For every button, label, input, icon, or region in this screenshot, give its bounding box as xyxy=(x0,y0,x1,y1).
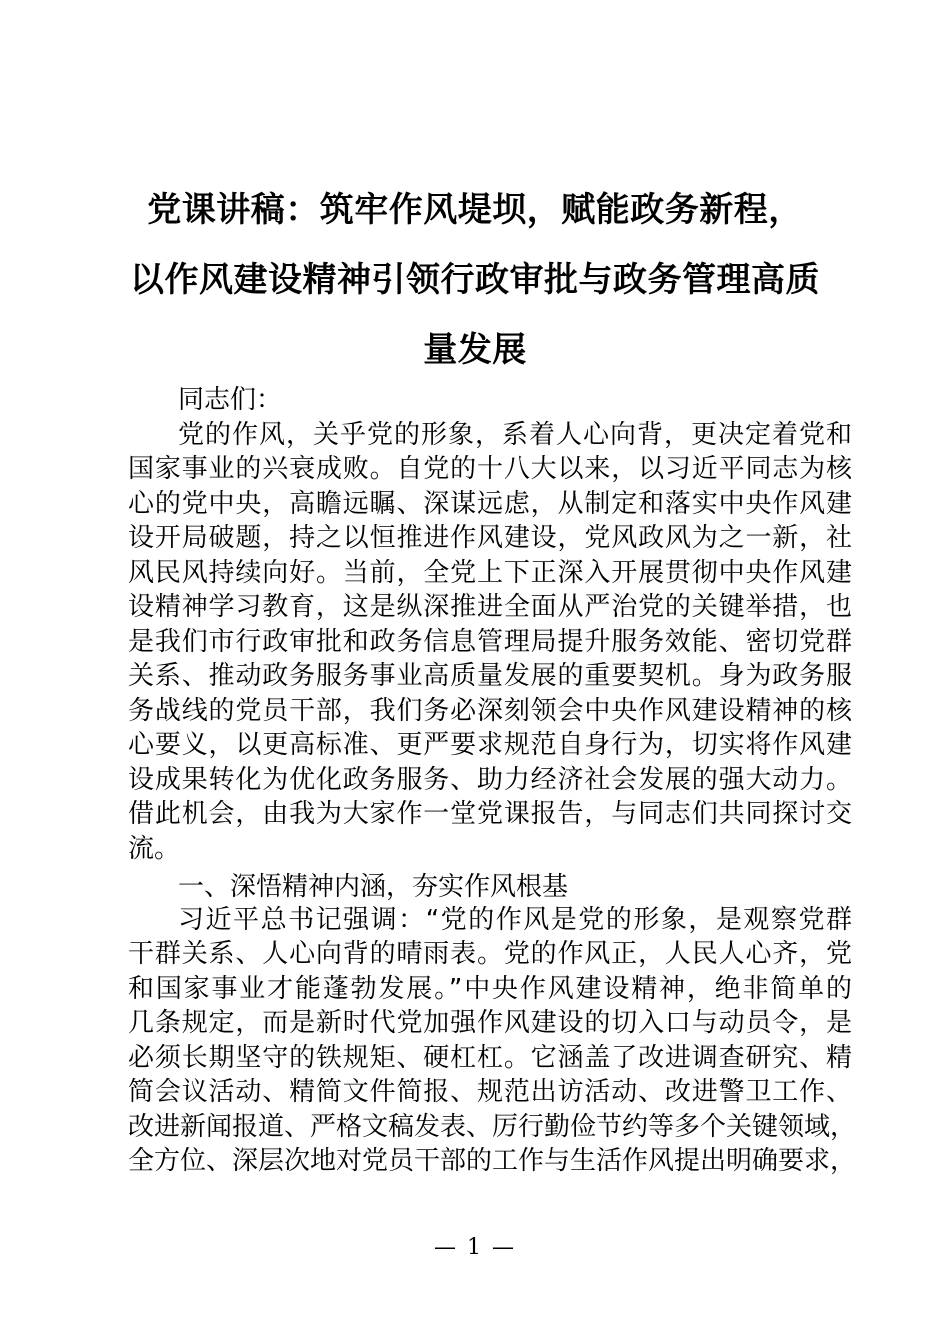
paragraph-1-line: 心的党中央，高瞻远瞩、深谋远虑，从制定和落实中央作风建 xyxy=(128,489,852,519)
document-title-line-3: 量发展 xyxy=(423,330,527,370)
section-1-heading: 一、深悟精神内涵，夯实作风根基 xyxy=(178,872,569,902)
paragraph-2-line: 全方位、深层次地对党员干部的工作与生活作风提出明确要求， xyxy=(128,1146,857,1176)
paragraph-1-line: 风民风持续向好。当前，全党上下正深入开展贯彻中央作风建 xyxy=(128,558,852,588)
document-title-line-2: 以作风建设精神引领行政审批与政务管理高质 xyxy=(130,260,820,300)
paragraph-1-line: 设成果转化为优化政务服务、助力经济社会发展的强大动力。 xyxy=(128,765,852,795)
paragraph-1-line: 务战线的党员干部，我们务必深刻领会中央作风建设精神的核 xyxy=(128,696,852,726)
paragraph-1-line: 流。 xyxy=(128,834,181,864)
paragraph-2-line: 习近平总书记强调：“党的作风是党的形象，是观察党群 xyxy=(178,905,852,935)
paragraph-1-line: 设精神学习教育，这是纵深推进全面从严治党的关键举措，也 xyxy=(128,592,852,622)
paragraph-2-line: 必须长期坚守的铁规矩、硬杠杠。它涵盖了改进调查研究、精 xyxy=(128,1043,852,1073)
paragraph-2-line: 几条规定，而是新时代党加强作风建设的切入口与动员令，是 xyxy=(128,1008,852,1038)
paragraph-2-line: 简会议活动、精简文件简报、规范出访活动、改进警卫工作、 xyxy=(128,1077,852,1107)
document-title-line-1: 党课讲稿：筑牢作风堤坝，赋能政务新程， xyxy=(147,190,803,230)
paragraph-2-line: 干群关系、人心向背的晴雨表。党的作风正，人民人心齐，党 xyxy=(128,939,852,969)
paragraph-1-line: 关系、推动政务服务事业高质量发展的重要契机。身为政务服 xyxy=(128,661,852,691)
page-number: — 1 — xyxy=(434,1235,516,1260)
paragraph-1-line: 借此机会，由我为大家作一堂党课报告，与同志们共同探讨交 xyxy=(128,799,852,829)
salutation: 同志们： xyxy=(178,385,283,415)
paragraph-1-line: 设开局破题，持之以恒推进作风建设，党风政风为之一新，社 xyxy=(128,523,852,553)
paragraph-2-line: 改进新闻报道、严格文稿发表、厉行勤俭节约等多个关键领域， xyxy=(128,1112,857,1142)
paragraph-2-line: 和国家事业才能蓬勃发展。”中央作风建设精神，绝非简单的 xyxy=(128,974,852,1004)
paragraph-1-line: 国家事业的兴衰成败。自党的十八大以来，以习近平同志为核 xyxy=(128,454,852,484)
paragraph-1-line: 是我们市行政审批和政务信息管理局提升服务效能、密切党群 xyxy=(128,627,852,657)
paragraph-1-line: 心要义，以更高标准、更严要求规范自身行为，切实将作风建 xyxy=(128,730,852,760)
paragraph-1-line: 党的作风，关乎党的形象，系着人心向背，更决定着党和 xyxy=(178,420,852,450)
